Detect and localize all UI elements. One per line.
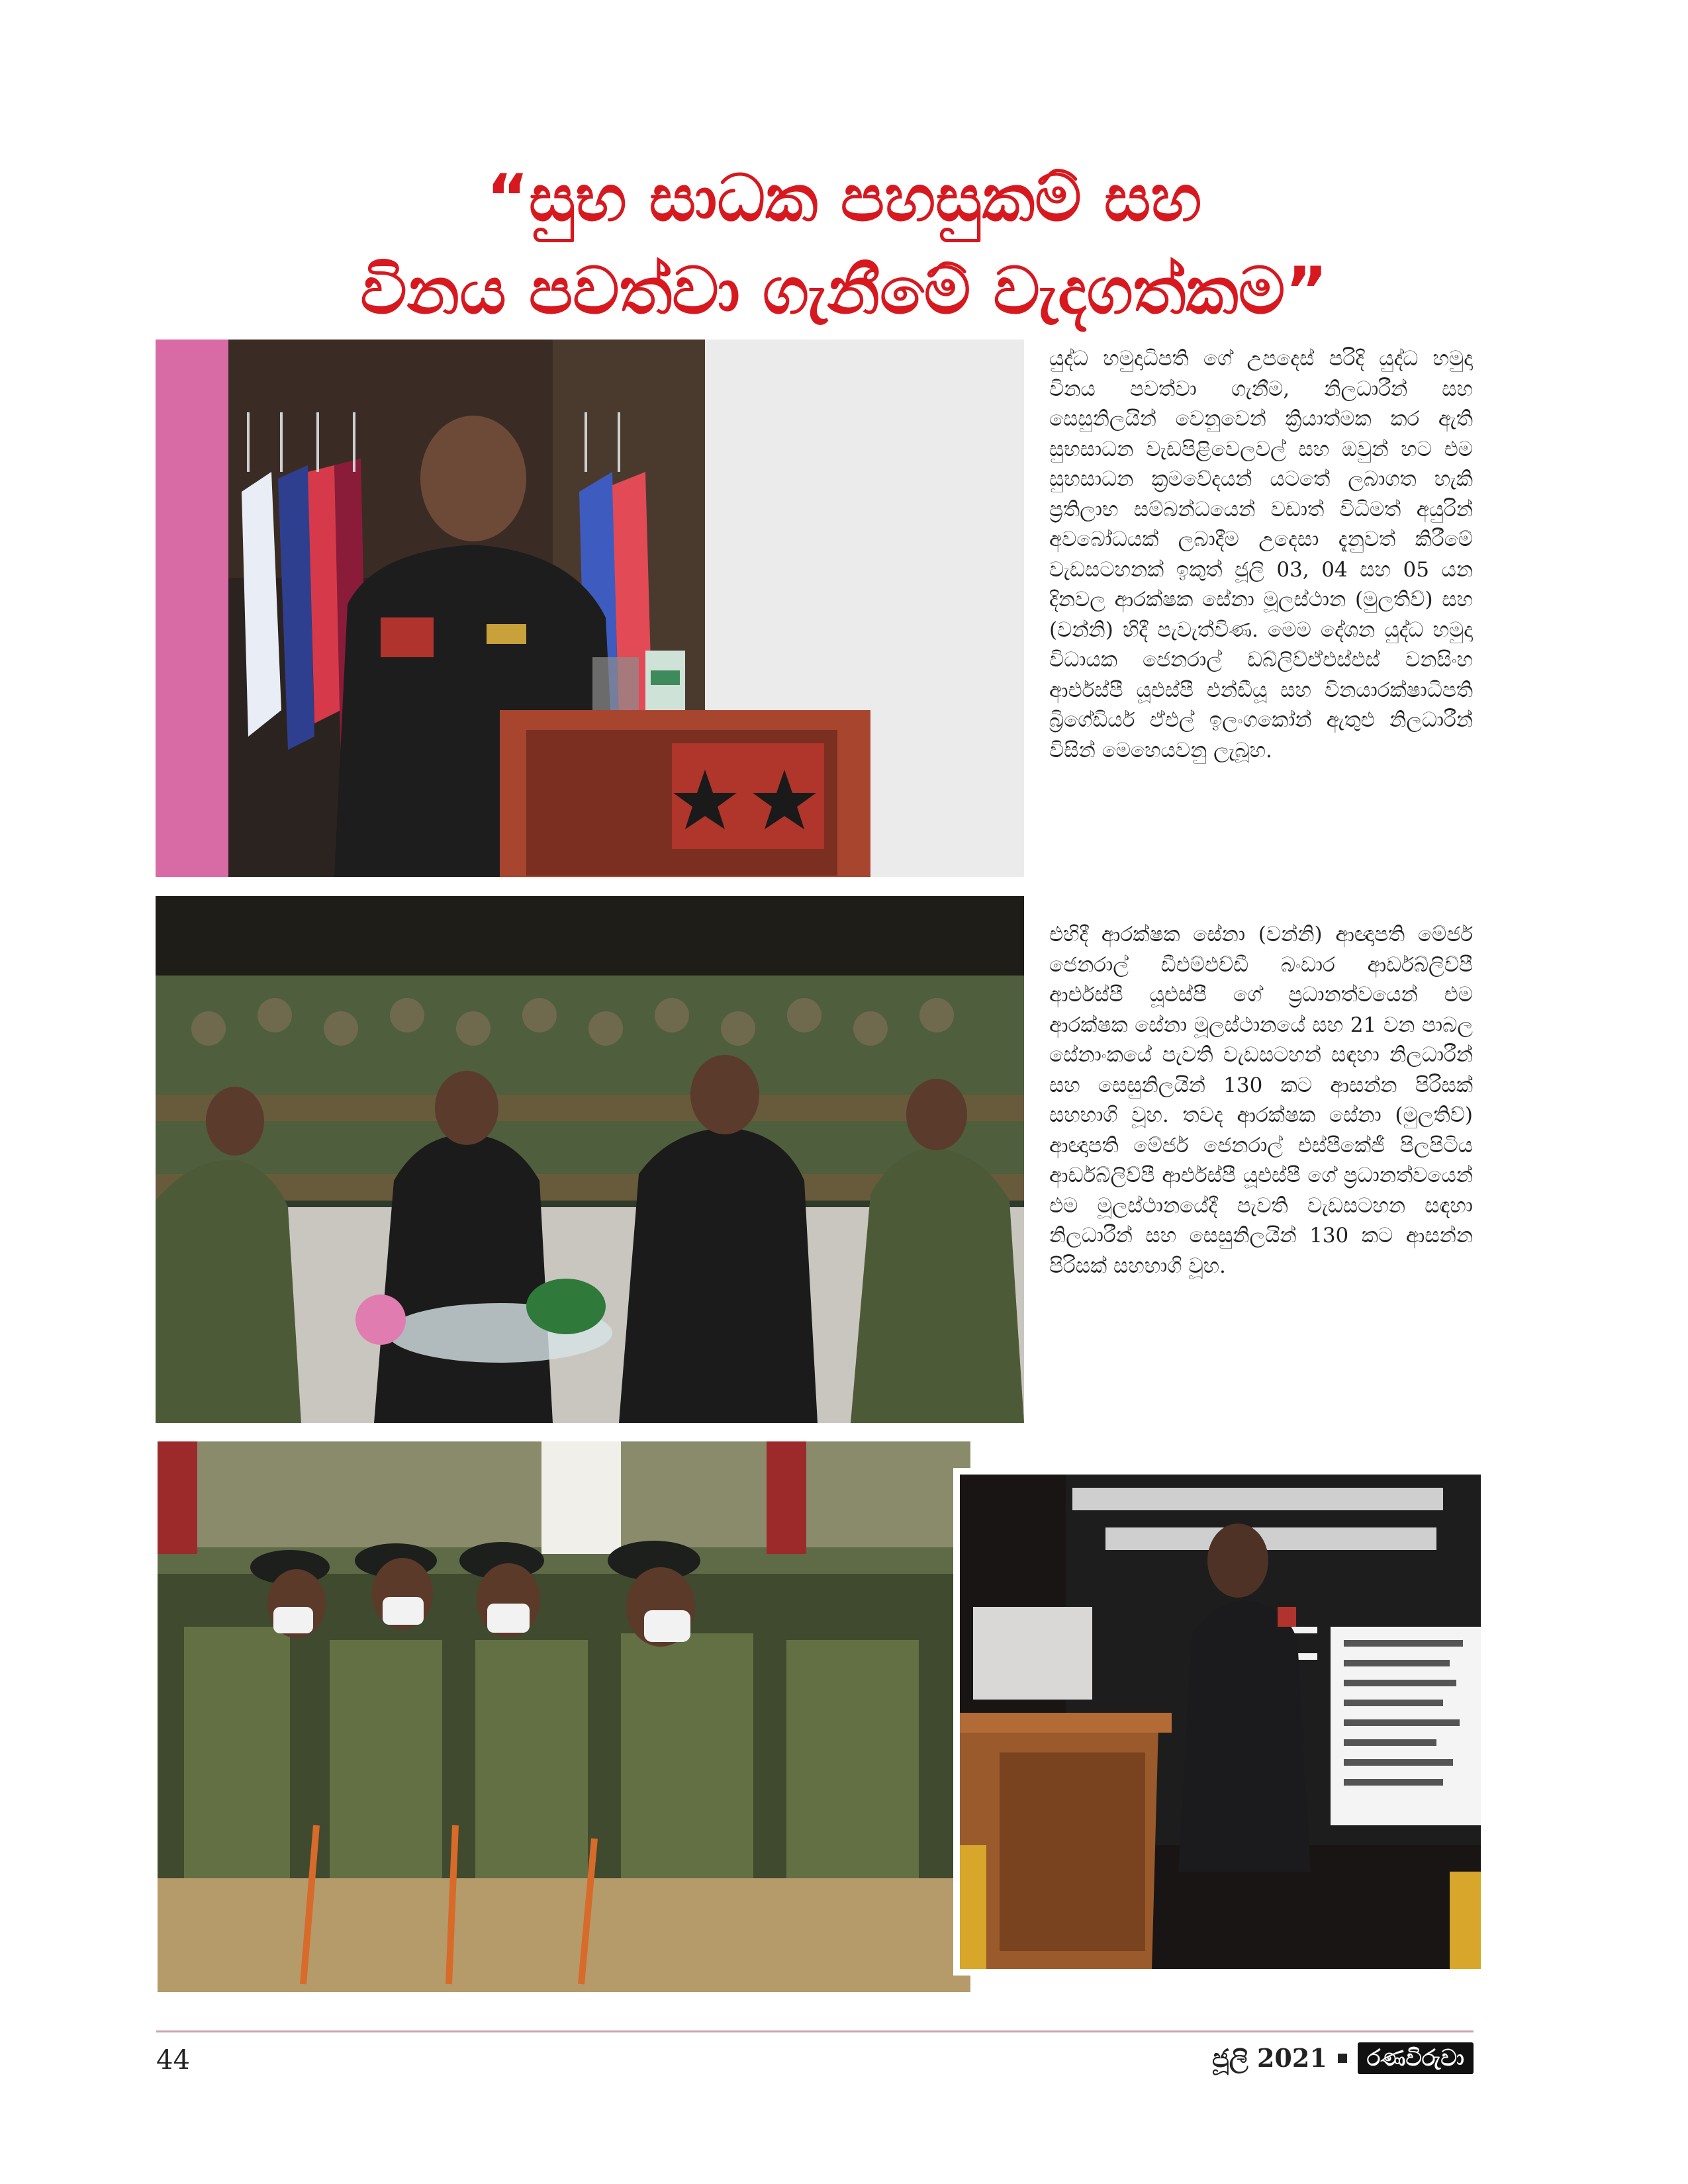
- headline: [0, 152, 1688, 338]
- photo-speaker-with-presentation: [953, 1468, 1487, 1976]
- article-paragraph-1: යුද්ධ හමුදාධිපති ගේ උපදෙස් පරිදි යුද්ධ හමුදා විනය පවත්වා ගැනීම, නිලධාරීන් සහ සෙසුනිලයින් වෙනුවෙන් ක්‍රියාත්මක කර ඇති සුභසාධන වැඩපිළිවෙලවල් සහ ඔවුන් හට එම සුභසාධන ක්‍රමවේදයන් යටතේ ලබාගත හැකි ප්‍රතිලාභ සම්බන්ධයෙන් වඩාත් විධිමත් අයුරින් අවබෝධයක් ලබාදීම උදෙසා දැනුවත් කිරීමේ වැඩසටහනක් ඉකුත් ජූලි 03, 04 සහ 05 යන දිනවල ආරක්ෂක සේනා මූලස්ථාන (මුලතිව්) සහ (වන්නි) හිදී පැවැත්විණ. මෙම දේශන යුද්ධ හමුදා විධායක ජෙනරාල් ඩබ්ලිව්ඒඑස්එස් වනසිංහ ආර්එස්පී යූඑස්පී එන්ඩීයූ සහ විනයාරක්ෂාධිපති බ්‍රිගේඩියර් ඒඑල් ඉලංගකෝන් ඇතුළු නිලධාරීන් විසින් මෙහෙයවනු ලැබූහ.: [1049, 347, 1473, 762]
- issue-date: ජූලි 2021: [1212, 2043, 1327, 2073]
- separator-square-icon: [1338, 2054, 1347, 2063]
- photo-soldiers-outdoors: [158, 1441, 970, 1992]
- headline-line-2: විනය පවත්වා ගැනීමේ වැදගත්කම”: [360, 253, 1328, 329]
- photo-seated-audience: [156, 896, 1024, 1423]
- footer-divider: [156, 2030, 1474, 2032]
- headline-line-1: “සුභ සාධක පහසුකම් සහ: [486, 161, 1202, 236]
- footer-publication: [1212, 2042, 1474, 2074]
- page-number: 44: [156, 2045, 190, 2075]
- photo-speaker-at-podium: [156, 340, 1024, 877]
- article-paragraph-2: එහිදී ආරක්ෂක සේනා (වන්නි) ආඥාපති මේජර් ජෙනරාල් ඩීඑම්එච්ඩී බංඩාර ආර්ඩබ්ලිව්පී ආර්එස්පී යූඑස්පී ගේ ප්‍රධානත්වයෙන් එම ආරක්ෂක සේනා මූලස්ථානයේ සහ 21 වන පාබල සේනාංකයේ පැවති වැඩසටහන් සඳහා නිලධාරීන් සහ සෙසුනිලයින් 130 කට ආසන්න පිරිසක් සහභාගි වූහ. තවද ආරක්ෂක සේනා (මුලතිව්) ආඥාපති මේජර් ජෙනරාල් එස්පීකේජී පිලපිටිය ආර්ඩබ්ලිව්පී ආර්එස්පී යූඑස්පී ගේ ප්‍රධානත්වයෙන් එම මූලස්ථානයේදී පැවති වැඩසටහන සඳහා නිලධාරීන් සහ සෙසුනිලයින් 130 කට ආසන්න පිරිසක් සහභාගි වූහ.: [1049, 923, 1473, 1278]
- magazine-logo: රණවිරුවා: [1358, 2042, 1474, 2074]
